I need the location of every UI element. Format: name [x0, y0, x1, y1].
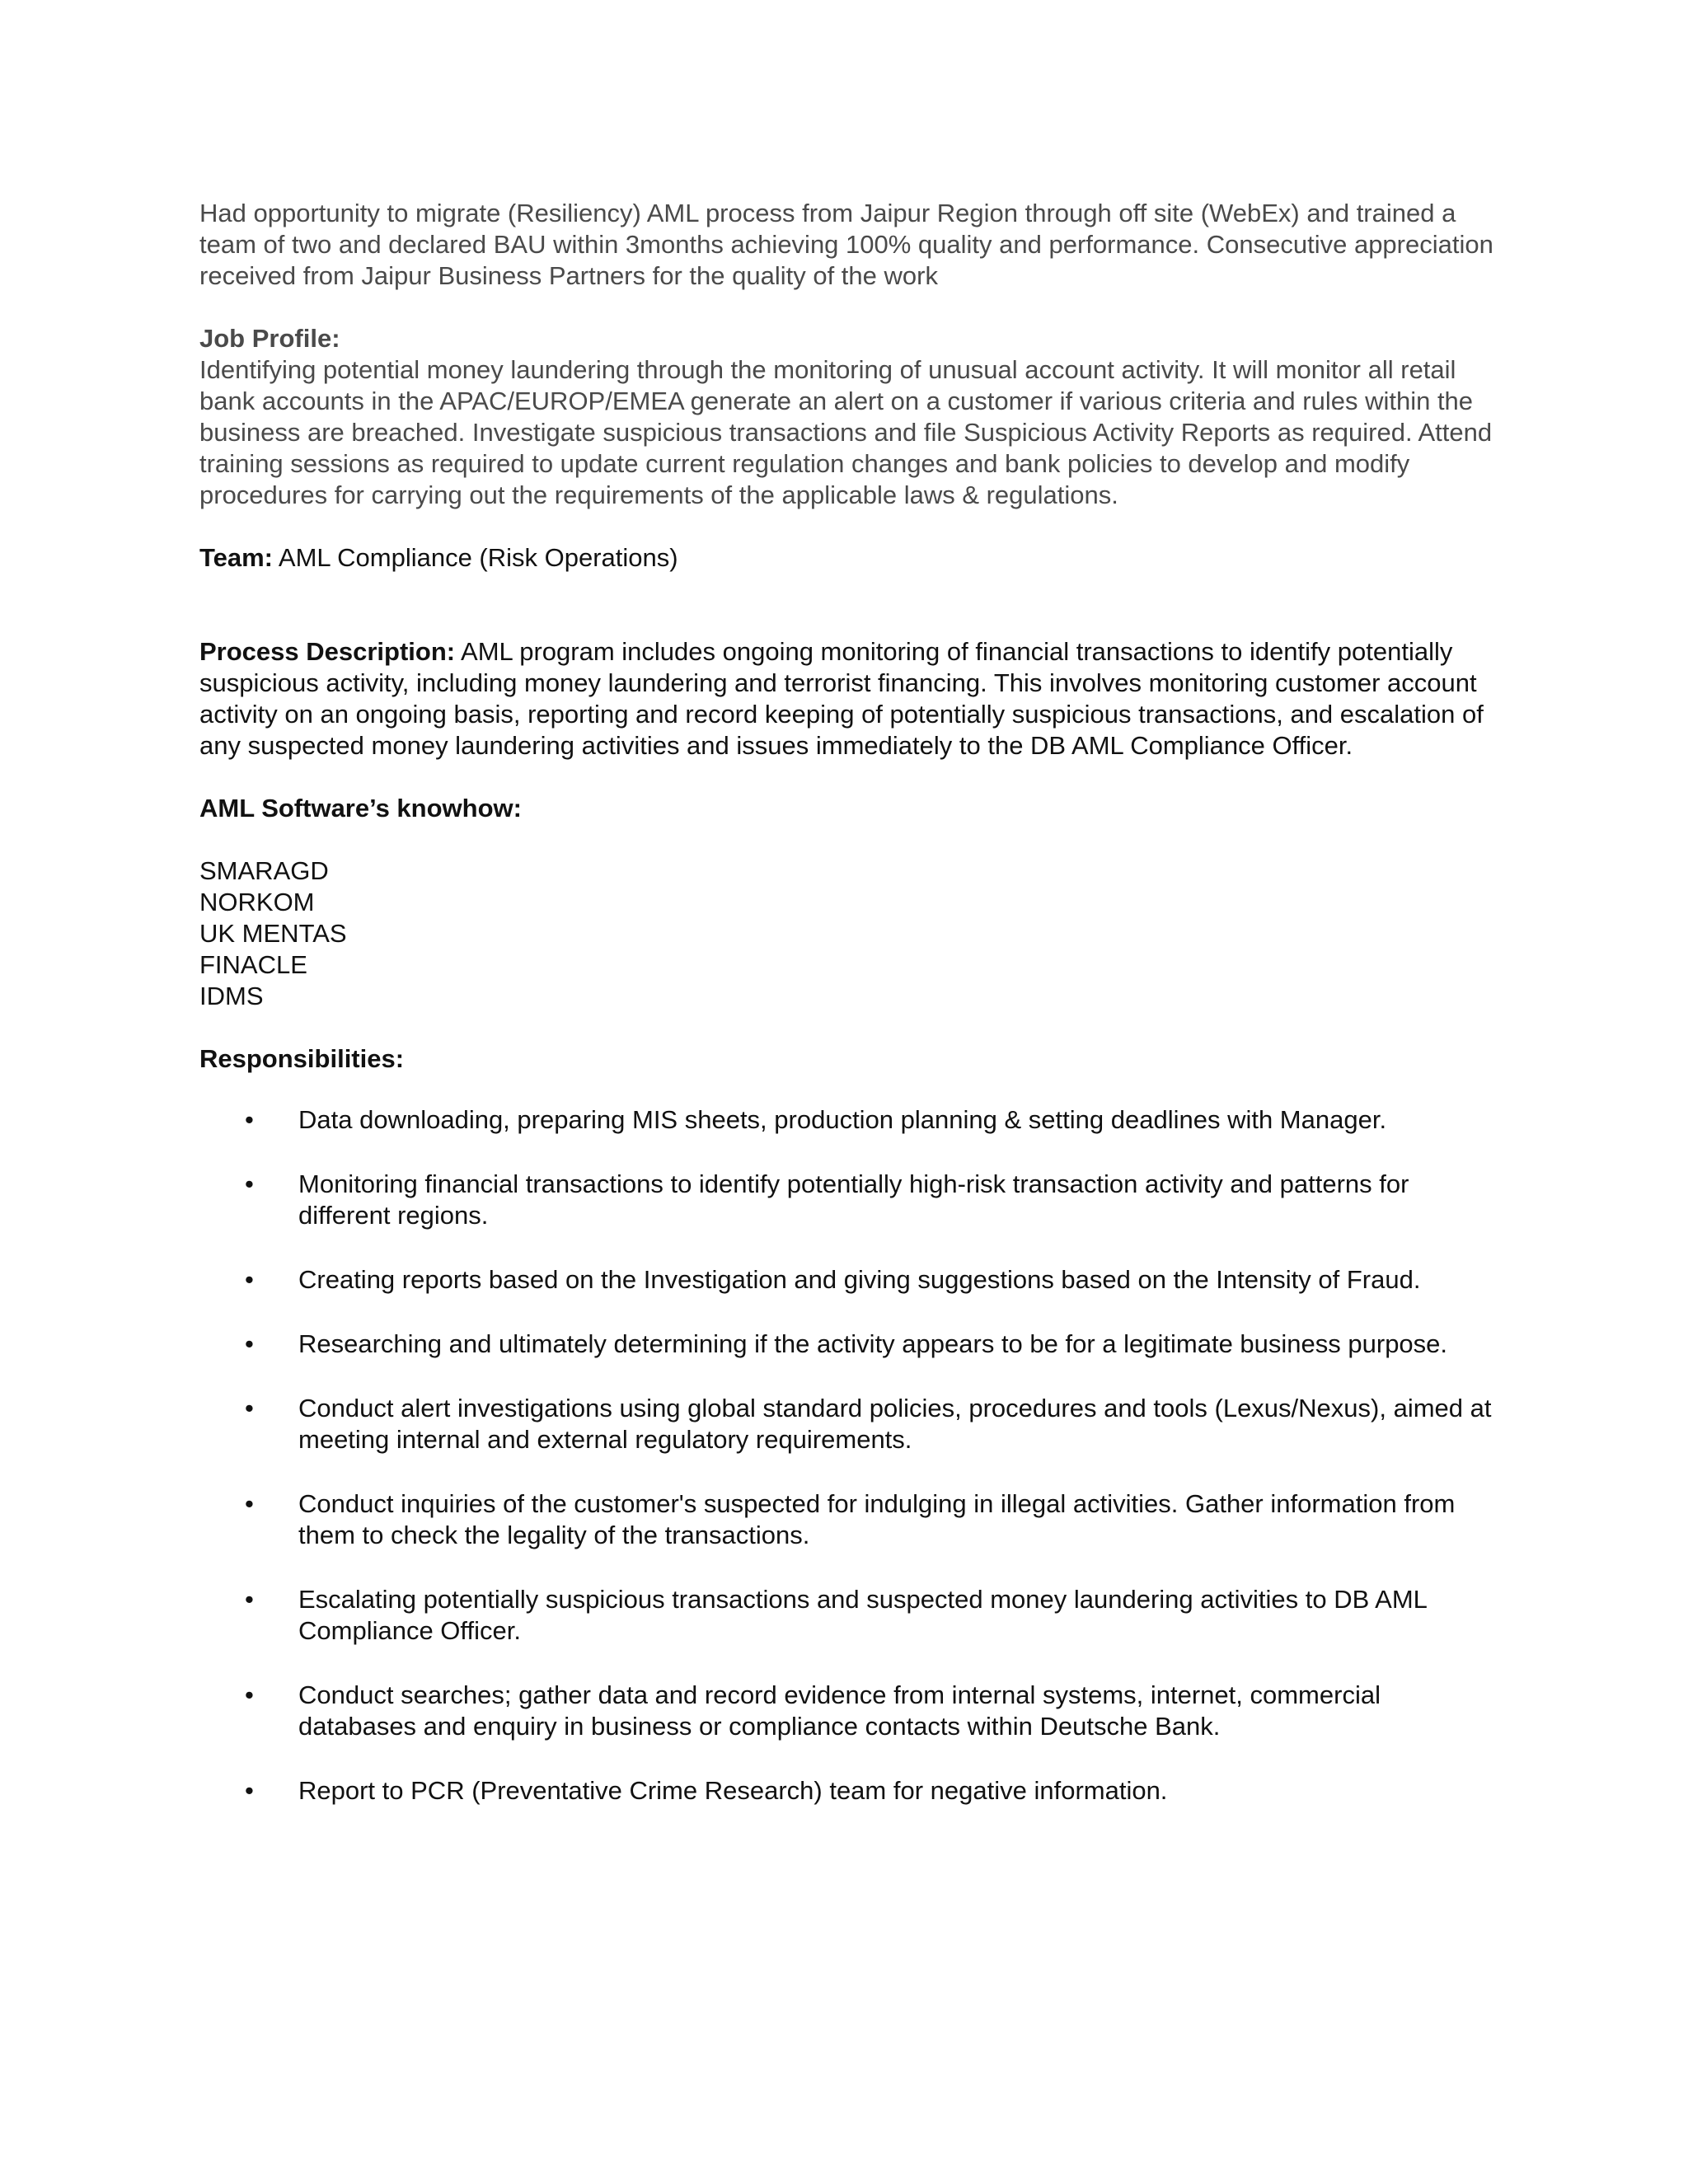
responsibilities-heading: Responsibilities: [199, 1044, 405, 1073]
list-item [199, 1488, 1502, 1551]
list-item [199, 1104, 1502, 1136]
job-profile-heading: Job Profile: [199, 324, 340, 353]
spacer [199, 292, 1502, 323]
team-label: Team: [199, 543, 274, 572]
bullet-icon: • [245, 1776, 254, 1805]
process-text: AML program includes ongoing monitoring of financial transactions to identify potentially suspicious activity, including money laundering and terrorist financing. This involves monitoring customer account activity on an ongoing basis, reporting and record keeping of potentially suspicious transactions, and escalation of any suspected money laundering activities and issues immediately to the DB AML Compliance Officer. [199, 637, 1484, 760]
list-item [199, 1775, 1502, 1807]
list-item-text: Monitoring financial transactions to identify potentially high-risk transaction activity and patterns for different regions. [298, 1169, 1409, 1230]
spacer [199, 762, 1502, 793]
list-item [199, 1584, 1502, 1647]
bullet-icon: • [245, 1265, 254, 1294]
list-item [199, 1264, 1502, 1296]
list-item-text: Escalating potentially suspicious transactions and suspected money laundering activities to DB AML Compliance Officer. [298, 1585, 1427, 1645]
bullet-icon: • [245, 1680, 254, 1709]
spacer [199, 1012, 1502, 1043]
spacer [199, 824, 1502, 855]
software-item: SMARAGD [199, 856, 329, 885]
spacer [199, 574, 1502, 636]
list-item-text: Data downloading, preparing MIS sheets, production planning & setting deadlines with Manager. [298, 1105, 1387, 1134]
job-profile-section [199, 323, 1502, 511]
spacer [199, 1075, 1502, 1104]
bullet-icon: • [245, 1489, 254, 1518]
software-item: IDMS [199, 982, 264, 1010]
spacer [199, 511, 1502, 542]
software-list [199, 855, 1502, 1012]
list-item-text: Researching and ultimately determining if the activity appears to be for a legitimate business purpose. [298, 1329, 1448, 1358]
software-item: NORKOM [199, 888, 315, 916]
process-label: Process Description: [199, 637, 456, 666]
list-item-text: Report to PCR (Preventative Crime Research) team for negative information. [298, 1776, 1168, 1805]
software-heading: AML Software’s knowhow: [199, 794, 522, 823]
list-item-text: Conduct alert investigations using global standard policies, procedures and tools (Lexus/Nexus), aimed at meeting internal and external regulatory requirements. [298, 1394, 1492, 1454]
list-item-text: Creating reports based on the Investigation and giving suggestions based on the Intensity of Fraud. [298, 1265, 1421, 1294]
responsibilities-list [199, 1104, 1502, 1807]
team-value: AML Compliance (Risk Operations) [273, 543, 678, 572]
bullet-icon: • [245, 1585, 254, 1614]
bullet-icon: • [245, 1169, 254, 1198]
list-item [199, 1169, 1502, 1231]
intro-paragraph: Had opportunity to migrate (Resiliency) AML process from Jaipur Region through off site (WebEx) and trained a team of two and declared BAU within 3months achieving 100% quality and performance. Consecutive appreciation received from Jaipur Business Partners for the quality of the work [199, 199, 1493, 290]
software-item: FINACLE [199, 950, 307, 979]
team-line [199, 542, 1502, 574]
list-item [199, 1393, 1502, 1455]
document-content [199, 198, 1502, 1807]
software-item: UK MENTAS [199, 919, 347, 948]
list-item [199, 1329, 1502, 1360]
bullet-icon: • [245, 1394, 254, 1422]
bullet-icon: • [245, 1329, 254, 1358]
process-description [199, 636, 1502, 762]
list-item-text: Conduct searches; gather data and record evidence from internal systems, internet, commercial databases and enquiry in business or compliance contacts within Deutsche Bank. [298, 1680, 1381, 1741]
list-item [199, 1680, 1502, 1742]
list-item-text: Conduct inquiries of the customer's suspected for indulging in illegal activities. Gather information from them to check the legality of the transactions. [298, 1489, 1456, 1549]
bullet-icon: • [245, 1105, 254, 1134]
job-profile-text: Identifying potential money laundering through the monitoring of unusual account activity. It will monitor all retail bank accounts in the APAC/EUROP/EMEA generate an alert on a customer if various criteria and rules within the business are breached. Investigate suspicious transactions and file Suspicious Activity Reports as required. Attend training sessions as required to update current regulation changes and bank policies to develop and modify procedures for carrying out the requirements of the applicable laws & regulations. [199, 355, 1493, 509]
